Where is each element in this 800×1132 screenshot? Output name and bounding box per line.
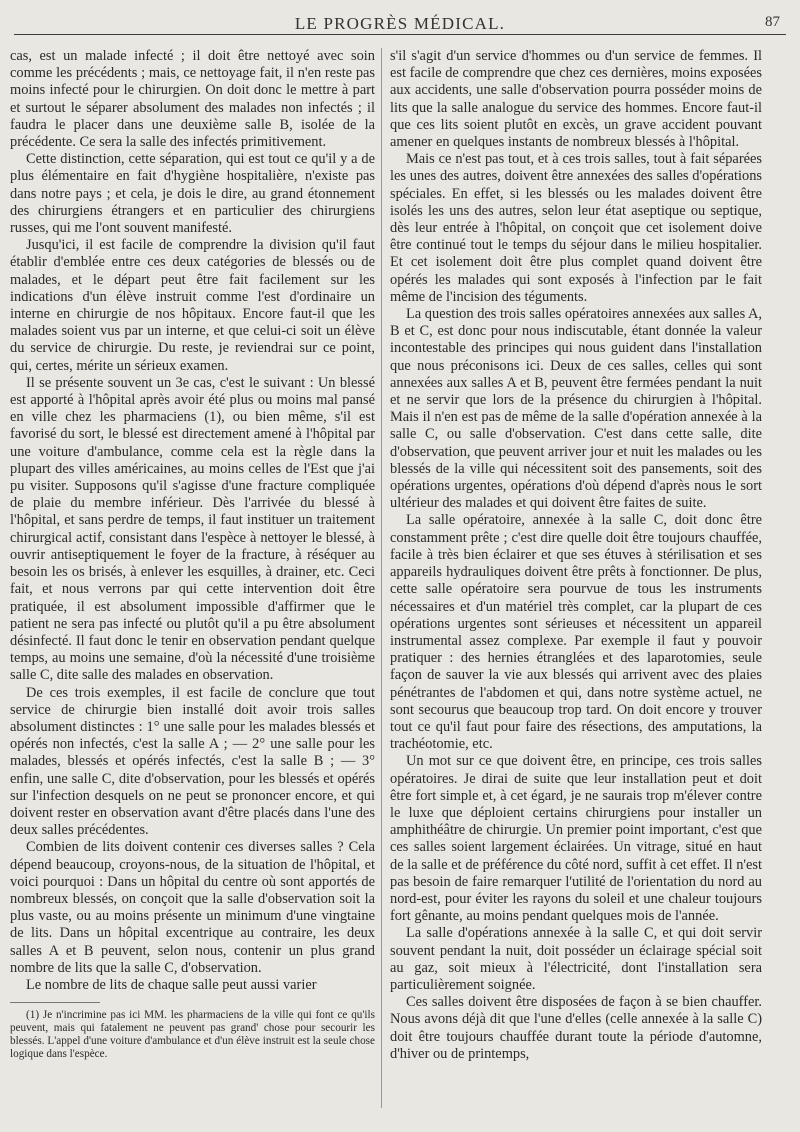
paragraph: De ces trois exemples, il est facile de conclure que tout service de chirurgie bien installé doit avoir trois salles absolument distinctes : 1° une salle pour les malades blessés et opérés non infectés, c'est la salle A ; — 2° une salle pour les malades, blessés et opérés infectés, c'est la salle B ; — 3° enfin, une salle C, dite d'observation, pour les blessés et opérés sur l'infection desquels on ne peut se prononcer encore, et qui doivent rester en observation avant d'être placés dans l'une des deux salles précédentes. (10, 684, 375, 839)
paragraph: cas, est un malade infecté ; il doit être nettoyé avec soin comme les précédents ; mais, ce nettoyage fait, il n'en reste pas moins infecté pour le chirurgien. On doit donc le mettre à part et surtout le séparer absolument des malades non infectés ; il faudra le placer dans une deuxième salle B, isolée de la précédente. Ce sera la salle des infectés primitivement. (10, 48, 375, 151)
paragraph: Combien de lits doivent contenir ces diverses salles ? Cela dépend beaucoup, croyons-nous, de la situation de l'hôpital, et voici pourquoi : Dans un hôpital du centre où sont apportés de nombreux blessés, on conçoit que la salle d'observation soit la plus vaste, ou au moins présente un minimum d'une vingtaine de lits. Dans un hôpital excentrique au contraire, les deux salles A et B peuvent, selon nous, contenir un plus grand nombre de lits que la salle C, d'observation. (10, 839, 375, 976)
paragraph: Un mot sur ce que doivent être, en principe, ces trois salles opératoires. Je dirai de suite que leur installation peut et doit être fort simple et, à cet égard, je ne saurais trop m'élever contre le luxe que déploient certains chirurgiens pour installer un amphithéâtre de chirurgie. Un premier point important, c'est que ces salles soient largement éclairées. Un vitrage, situé en haut de la salle et de préférence du côté nord, suffit à cet effet. Il n'est pas besoin de faire remarquer l'utilité de l'orientation du nord au nord-est, pour éviter les rayons du soleil et une chaleur toujours fort gênante, au moins pendant quelques mois de l'année. (390, 753, 762, 925)
footnote: (1) Je n'incrimine pas ici MM. les pharmaciens de la ville qui font ce qu'ils peuvent, mais qui fatalement ne peuvent pas grand' chose pour secourir les blessés. L'appel d'une voiture d'ambulance et d'un élève instruit est la seule chose logique dans l'espèce. (10, 1009, 375, 1061)
right-column (390, 48, 762, 1120)
paragraph: La salle d'opérations annexée à la salle C, et qui doit servir souvent pendant la nuit, doit posséder un éclairage spécial soit au gaz, soit mieux à l'électricité, dont l'installation sera particulièrement soignée. (390, 925, 762, 993)
left-column (10, 48, 375, 1120)
paragraph: Cette distinction, cette séparation, qui est tout ce qu'il y a de plus élémentaire en fait d'hygiène hospitalière, n'existe pas dans notre pays ; et cela, je dois le dire, au grand étonnement des chirurgiens étrangers et en particulier des chirurgiens russes, qui me l'ont souvent manifesté. (10, 151, 375, 237)
paragraph: Mais ce n'est pas tout, et à ces trois salles, tout à fait séparées les unes des autres, doivent être annexées des salles d'opérations spéciales. En effet, si les blessés ou les malades doivent être isolés les uns des autres, selon leur état aseptique ou septique, dès leur entrée à l'hôpital, on conçoit que cet isolement doive être continué tout le temps du séjour dans le milieu hospitalier. Et cet isolement doit être plus complet quand doivent être opérés les malades qui sont exposés à l'infection par le fait même de l'incision des téguments. (390, 151, 762, 305)
journal-title: LE PROGRÈS MÉDICAL. (294, 14, 506, 33)
paragraph: La salle opératoire, annexée à la salle C, doit donc être constamment prête ; c'est dire quelle doit être toujours chauffée, facile à très bien éclairer et que ses étuves à stérilisation et ses appareils hydrauliques doivent être prêts à fonctionner. De plus, cette salle opératoire sera pourvue de tous les instruments nécessaires et d'un matériel très complet, car la plupart de ces opérations urgentes sont sérieuses et nécessitent un appareil instrumental assez complexe. Par exemple il faut y pouvoir pratiquer : des hernies étranglées et des laparotomies, seule façon de sauver la vie aux blessés qui arrivent avec des plaies pénétrantes de l'abdomen et qui, dans notre système actuel, ne sont secourus que beaucoup trop tard. On doit encore y trouver tout ce qu'il faut pour faire des résections, des amputations, la trachéotomie, etc. (390, 512, 762, 753)
footnote-rule (10, 1002, 100, 1003)
paragraph: s'il s'agit d'un service d'hommes ou d'un service de femmes. Il est facile de comprendre que chez ces dernières, moins exposées aux accidents, une salle d'observation pourra posséder moins de lits que la salle analogue du service des hommes. Encore faut-il que ces lits soient plutôt en excès, un grave accident pouvant amener en quelques instants de nombreux blessés à l'hôpital. (390, 48, 762, 151)
column-separator (381, 48, 382, 1108)
page-header (14, 10, 786, 35)
paragraph: Ces salles doivent être disposées de façon à se bien chauffer. Nous avons déjà dit que l'une d'elles (celle annexée à la salle C) doit être toujours chauffée durant toute la période d'automne, d'hiver ou de printemps, (390, 994, 762, 1062)
page-number: 87 (765, 14, 780, 30)
paragraph: Jusqu'ici, il est facile de comprendre la division qu'il faut établir d'emblée entre ces deux catégories de blessés ou de malades, et le départ peut être fait facilement sur les indications d'un élève instruit comme l'est d'ordinaire un interne en chirurgie de nos hôpitaux. Encore faut-il que les malades soient vus par un interne, et que celui-ci soit un élève du service de chirurgie. Du reste, je reviendrai sur ce point, qui, certes, mérite un sérieux examen. (10, 237, 375, 374)
paragraph: Il se présente souvent un 3e cas, c'est le suivant : Un blessé est apporté à l'hôpital après avoir été plus ou moins mal pansé en ville chez les pharmaciens (1), ou bien même, s'il est favorisé du sort, le blessé est directement amené à l'hôpital par une voiture d'ambulance, comme cela est la règle dans la plupart des villes américaines, au moins celles de l'Est que j'ai pu visiter. Supposons qu'il s'agisse d'une fracture compliquée de plaie du membre inférieur. Dès l'arrivée du blessé à l'hôpital, et sans perdre de temps, il faut instituer un traitement chirurgical actif, consistant dans l'espèce à nettoyer le blessé, à ouvrir antiseptiquement le foyer de la fracture, à réséquer au besoin les os brisés, à enlever les esquilles, à drainer, etc. Ceci fait, et nous verrons par qui cette intervention doit être pratiquée, il est absolument impossible d'affirmer que le patient ne sera pas infecté ou plutôt qu'il a pu être absolument désinfecté. Il faut donc le tenir en observation pendant quelque temps, au moins une semaine, d'où la nécessité d'une troisième salle C, dite salle des malades en observation. (10, 374, 375, 684)
paragraph: La question des trois salles opératoires annexées aux salles A, B et C, est donc pour nous indiscutable, étant donnée la valeur incontestable des principes qui nous guident dans l'installation que nous préconisons ici. Deux de ces salles, celles qui sont annexées aux salles A et B, peuvent être fermées pendant la nuit et ne servir que lors de la présence du chirurgien à l'hôpital. Mais il n'en est pas de même de la salle d'opération annexée à la salle C, ou salle d'observation. C'est dans cette salle, dite d'observation, que peuvent arriver jour et nuit les malades ou les blessés de la ville qui nécessitent soit des pansements, soit des opérations urgentes, opérations d'où dépend d'après nous le sort ultérieur des malades et qui doivent être faites de suite. (390, 306, 762, 512)
paragraph: Le nombre de lits de chaque salle peut aussi varier (26, 976, 317, 993)
